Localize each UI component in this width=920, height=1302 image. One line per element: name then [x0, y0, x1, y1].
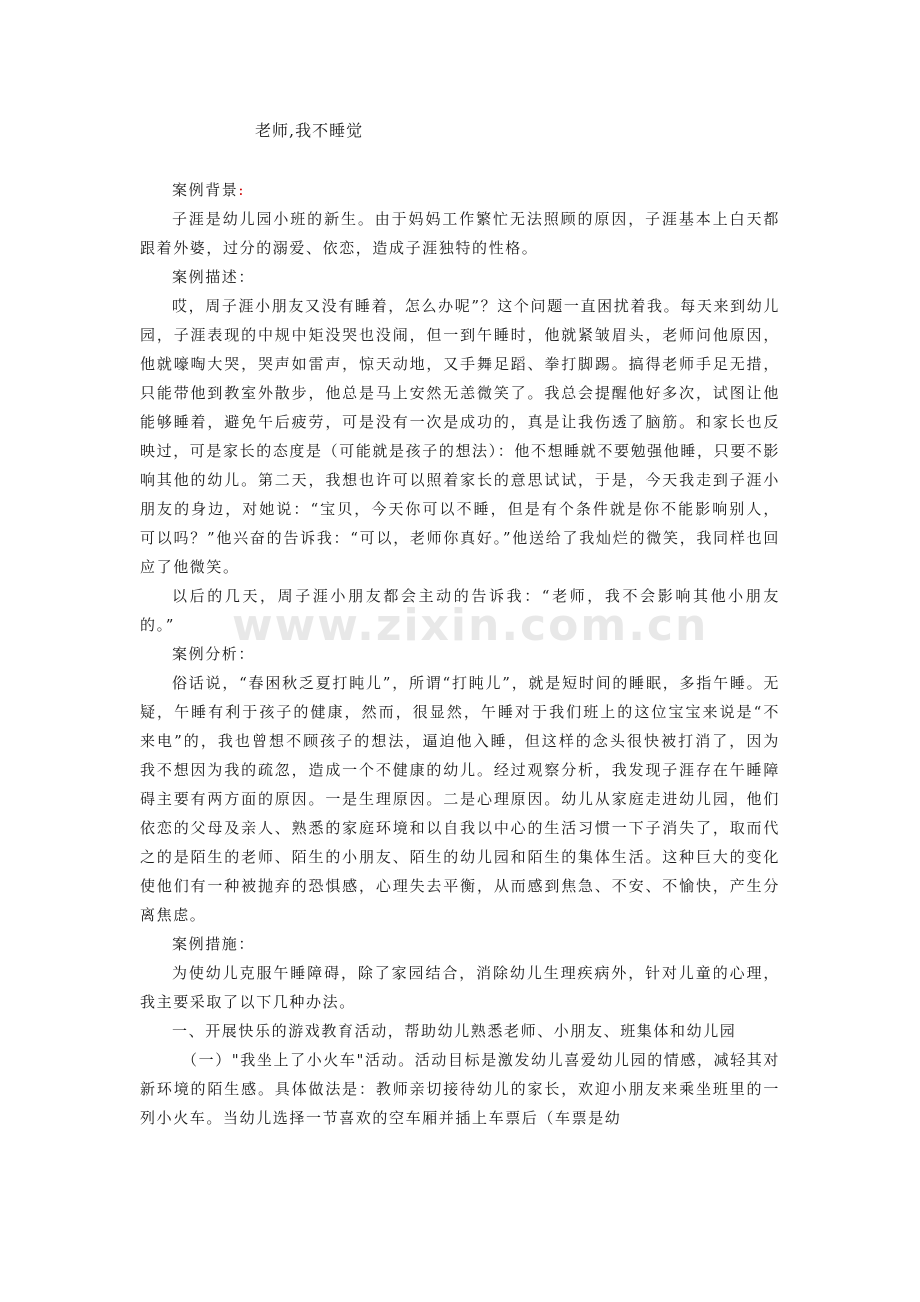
- measure-one-sub-paragraph: （一）"我坐上了小火车"活动。活动目标是激发幼儿喜爱幼儿园的情感，减轻其对新环境的陌生感。具体做法是：教师亲切接待幼儿的家长，欢迎小朋友来乘坐班里的一列小火车。当幼儿选择一节喜欢的空车厢并插上车票后（车票是幼: [140, 1051, 781, 1127]
- watermark: www.zixin.com.cn: [232, 600, 709, 651]
- document-body: [140, 176, 780, 1133]
- measures-heading: 案例措施：: [172, 935, 256, 953]
- background-heading-line: [140, 176, 780, 205]
- document-title: 老师,我不睡觉: [255, 121, 364, 140]
- description-paragraph: 哎，周子涯小朋友又没有睡着，怎么办呢”？这个问题一直困扰着我。每天来到幼儿园，子涯表现的中规中矩没哭也没闹，但一到午睡时，他就紧皱眉头，老师问他原因，他就嚎啕大哭，哭声如雷声，惊天动地，又手舞足蹈、拳打脚踢。搞得老师手足无措，只能带他到教室外散步，他总是马上安然无恙微笑了。我总会提醒他好多次，试图让他能够睡着，避免午后疲劳，可是没有一次是成功的，真是让我伤透了脑筋。和家长也反映过，可是家长的态度是（可能就是孩子的想法）：他不想睡就不要勉强他睡，只要不影响其他的幼儿。第二天，我想也许可以照着家长的意思试试，于是，今天我走到子涯小朋友的身边，对她说：“宝贝，今天你可以不睡，但是有个条件就是你不能影响别人，可以吗？”他兴奋的告诉我：“可以，老师你真好。”他送给了我灿烂的微笑，我同样也回应了他微笑。: [140, 297, 780, 576]
- analysis-paragraph: 俗话说，“春困秋乏夏打盹儿”，所谓“打盹儿”，就是短时间的睡眠，多指午睡。无疑，午睡有利于孩子的健康，然而，很显然，午睡对于我们班上的这位宝宝来说是“不来电”的，我也曾想不顾孩子的想法，逼迫他入睡，但这样的念头很快被打消了，因为我不想因为我的疏忽，造成一个不健康的幼儿。经过观察分析，我发现子涯存在午睡障碍主要有两方面的原因。一是生理原因。二是心理原因。幼儿从家庭走进幼儿园，他们依恋的父母及亲人、熟悉的家庭环境和以自我以中心的生活习惯一下子消失了，取而代之的是陌生的老师、陌生的小朋友、陌生的幼儿园和陌生的集体生活。这种巨大的变化使他们有一种被抛弃的恐惧感，心理失去平衡，从而感到焦急、不安、不愉快，产生分离焦虑。: [140, 674, 780, 924]
- background-heading-colon: :: [238, 181, 246, 199]
- analysis-heading: 案例分析：: [172, 645, 256, 663]
- measure-one-heading: 一、开展快乐的游戏教育活动，帮助幼儿熟悉老师、小朋友、班集体和幼儿园: [172, 1022, 737, 1040]
- measures-paragraph: 为使幼儿克服午睡障碍，除了家园结合，消除幼儿生理疾病外，针对儿童的心理，我主要采取了以下几种办法。: [140, 964, 780, 1011]
- description-heading: 案例描述：: [172, 268, 256, 286]
- description-paragraph-2: 以后的几天，周子涯小朋友都会主动的告诉我：“老师，我不会影响其他小朋友的。”: [140, 587, 780, 634]
- background-heading: 案例背景: [172, 181, 239, 199]
- background-paragraph: 子涯是幼儿园小班的新生。由于妈妈工作繁忙无法照顾的原因，子涯基本上白天都跟着外婆，过分的溺爱、依恋，造成子涯独特的性格。: [140, 210, 780, 257]
